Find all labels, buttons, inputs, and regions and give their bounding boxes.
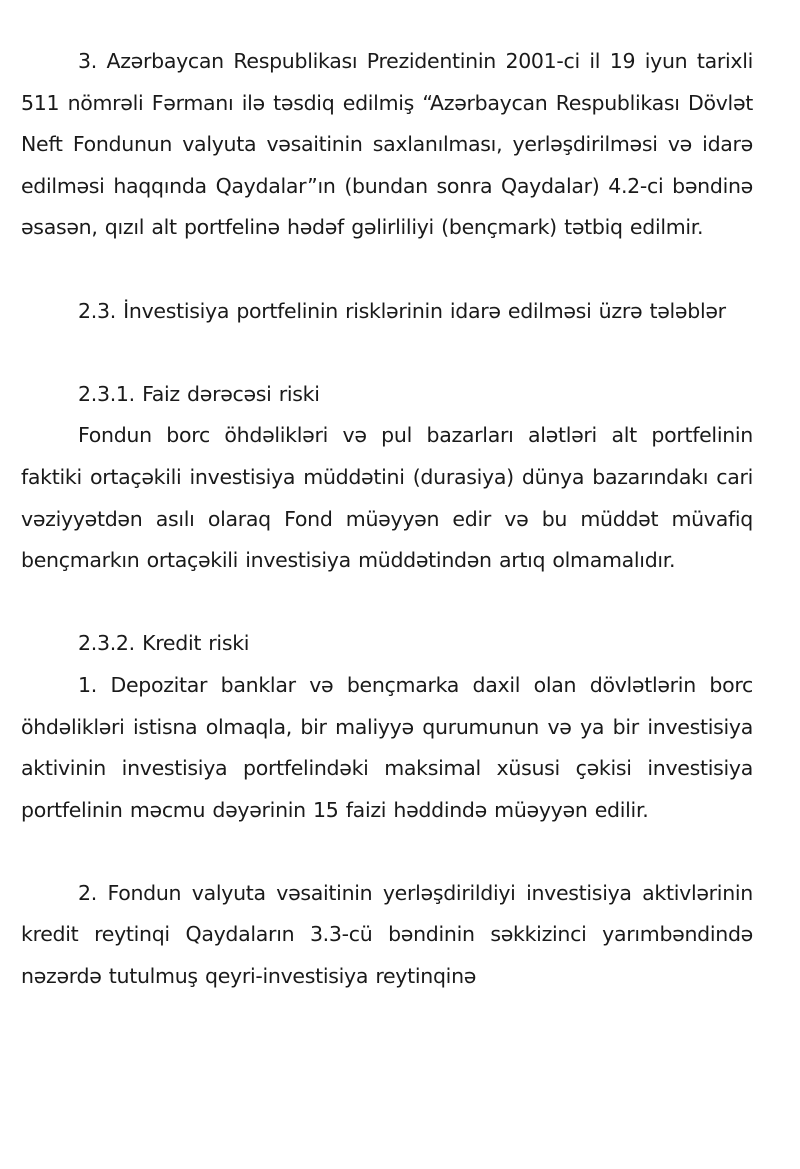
blank-line (21, 831, 753, 873)
paragraph-3-intro: 3. Azərbaycan Respublikası Prezidentinin 2001-ci il 19 iyun tarixli 511 nömrəli Fərmanı ilə təsdiq edilmiş “Azərbaycan Respublikası Dövlət Neft Fondunun valyuta vəsaitinin saxlanılması, yerləşdirilməsi və idarə edilməsi haqqında Qaydalar”ın (bundan sonra Qaydalar) 4.2-ci bəndinə əsasən, qızıl alt portfelinə hədəf gəlirliliyi (bençmark) tətbiq edilmir. (21, 49, 753, 240)
blank-line (21, 249, 753, 291)
section-2-3-1-title: 2.3.1. Faiz dərəcəsi riski (78, 381, 320, 406)
document-page (21, 41, 753, 998)
section-2-3-2-title: 2.3.2. Kredit riski (78, 631, 250, 656)
blank-line (21, 332, 753, 374)
blank-line (21, 582, 753, 624)
section-2-3-title: 2.3. İnvestisiya portfelinin risklərinin idarə edilməsi üzrə tələblər (78, 298, 726, 323)
section-2-3-1-body: Fondun borc öhdəlikləri və pul bazarları alətləri alt portfelinin faktiki ortaçəkili investisiya müddətini (durasiya) dünya bazarındakı cari vəziyyətdən asılı olaraq Fond müəyyən edir və bu müddət müvafiq bençmarkın ortaçəkili investisiya müddətindən artıq olmamalıdır. (21, 423, 753, 573)
section-2-3-2-item-2: 2. Fondun valyuta vəsaitinin yerləşdirildiyi investisiya aktivlərinin kredit reytinqi Qaydaların 3.3-cü bəndinin səkkizinci yarımbəndində nəzərdə tutulmuş qeyri-investisiya reytinqinə (21, 880, 753, 989)
section-2-3-2-item-1: 1. Depozitar banklar və bençmarka daxil olan dövlətlərin borc öhdəlikləri istisna olmaqla, bir maliyyə qurumunun və ya bir investisiya aktivinin investisiya portfelindəki maksimal xüsusi çəkisi investisiya portfelinin məcmu dəyərinin 15 faizi həddində müəyyən edilir. (21, 672, 753, 822)
